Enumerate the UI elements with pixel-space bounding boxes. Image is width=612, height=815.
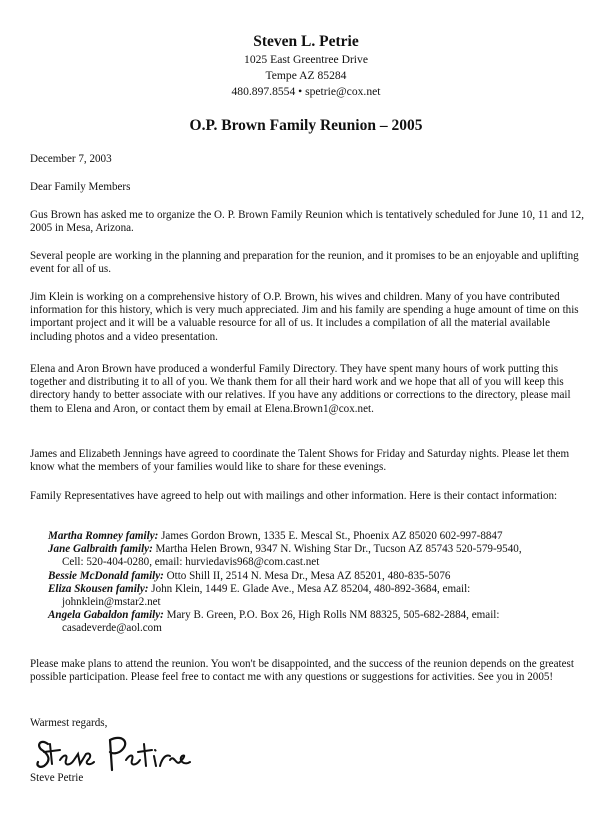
- handwritten-signature: [34, 730, 194, 778]
- paragraph-3: [30, 291, 590, 344]
- rep-entry: [48, 530, 600, 543]
- paragraph-6: [30, 490, 590, 503]
- paragraph-4: [30, 363, 590, 416]
- letter-date: December 7, 2003: [30, 153, 112, 165]
- rep-entry: [48, 570, 600, 583]
- closing-paragraph: [30, 658, 590, 684]
- paragraph-text: Several people are working in the planning and preparation for the reunion, and it promises to be an enjoyable and uplifting event for all of us.: [30, 250, 579, 276]
- paragraph-text: Elena and Aron Brown have produced a wonderful Family Directory. They have spent many hours of work putting this together and distributing it to all of you. We thank them for all their hard work and we hope that all of you will keep this directory handy to better associate with our relatives. If you have any additions or corrections to the directory, please mail them to Elena and Aron, or contact them by email at Elena.Brown1@cox.net.: [30, 363, 571, 415]
- paragraph-text: Gus Brown has asked me to organize the O. P. Brown Family Reunion which is tentatively scheduled for June 10, 11 and 12, 2005 in Mesa, Arizona.: [30, 209, 584, 235]
- rep-family: Eliza Skousen family:: [48, 582, 149, 595]
- salutation: Dear Family Members: [30, 181, 131, 193]
- rep-details: Mary B. Green, P.O. Box 26, High Rolls NM 88325, 505-682-2884, email:: [163, 609, 500, 622]
- rep-details: James Gordon Brown, 1335 E. Mescal St., Phoenix AZ 85020 602-997-8847: [158, 530, 503, 542]
- rep-details: John Klein, 1449 E. Glade Ave., Mesa AZ 85204, 480-892-3684, email:: [148, 582, 471, 595]
- closing: Warmest regards,: [30, 717, 108, 729]
- representatives-list: [48, 530, 600, 636]
- rep-entry: [48, 609, 600, 622]
- rep-family: Angela Gabaldon family:: [48, 609, 164, 622]
- rep-family: Bessie McDonald family:: [48, 569, 164, 582]
- letterhead-contact: 480.897.8554 • spetrie@cox.net: [231, 85, 381, 98]
- letterhead-city: Tempe AZ 85284: [265, 69, 347, 82]
- paragraph-text: James and Elizabeth Jennings have agreed to coordinate the Talent Shows for Friday and Saturday nights. Please let them know what the members of your families would like to share for these evenings.: [30, 448, 570, 474]
- rep-entry: [48, 543, 600, 556]
- rep-entry: [48, 583, 600, 596]
- rep-continuation: johnklein@mstar2.net: [62, 596, 161, 609]
- rep-continuation: Cell: 520-404-0280, email: hurviedavis968@com.cast.net: [62, 556, 320, 569]
- rep-details: Martha Helen Brown, 9347 N. Wishing Star Dr., Tucson AZ 85743 520-579-9540,: [152, 543, 522, 556]
- paragraph-5: [30, 448, 590, 474]
- paragraph-text: Please make plans to attend the reunion. You won't be disappointed, and the success of the reunion depends on the greatest possible participation. Please feel free to contact me with any questions or suggestions for activities. See you in 2005!: [30, 658, 574, 684]
- letterhead-name: Steven L. Petrie: [253, 33, 359, 50]
- paragraph-text: Jim Klein is working on a comprehensive history of O.P. Brown, his wives and children. Many of you have contributed information for this history, which is very much appreciated. Jim and his family are spending a huge amount of time on this important project and it will be a valuable resource for all of us. It includes a compilation of all the material available including photos and a video presentation.: [30, 291, 579, 343]
- rep-family: Jane Galbraith family:: [48, 543, 153, 556]
- letterhead-street: 1025 East Greentree Drive: [244, 53, 368, 66]
- signer-name: Steve Petrie: [30, 772, 84, 784]
- paragraph-1: [30, 209, 590, 235]
- rep-continuation: casadeverde@aol.com: [62, 622, 162, 635]
- rep-details: Otto Shill II, 2514 N. Mesa Dr., Mesa AZ 85201, 480-835-5076: [163, 569, 451, 582]
- rep-family: Martha Romney family:: [48, 530, 159, 542]
- paragraph-text: Family Representatives have agreed to help out with mailings and other information. Here is their contact information:: [30, 490, 558, 502]
- paragraph-2: [30, 250, 590, 276]
- letter-title: O.P. Brown Family Reunion – 2005: [189, 117, 423, 134]
